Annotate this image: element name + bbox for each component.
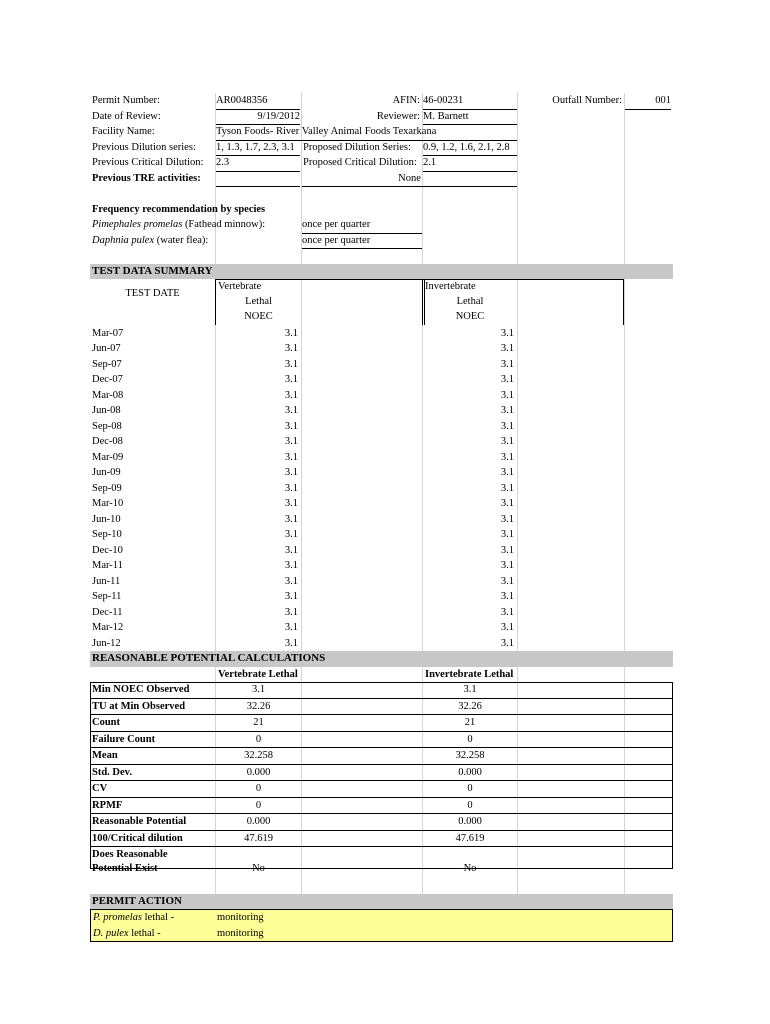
pimephales-species: Pimephales promelas bbox=[92, 219, 183, 230]
test-row bbox=[90, 512, 673, 528]
permit-number-row bbox=[90, 93, 673, 109]
prop-critical-label: Proposed Critical Dilution: bbox=[303, 157, 417, 168]
test-row bbox=[90, 589, 673, 605]
vert-header-2: Lethal bbox=[245, 296, 272, 307]
rp-exist-row bbox=[90, 846, 673, 878]
pimephales-frequency: once per quarter bbox=[302, 217, 422, 234]
frequency-title: Frequency recommendation by species bbox=[92, 203, 266, 215]
test-date: Sep-09 bbox=[92, 482, 122, 494]
invert-noec: 3.1 bbox=[500, 637, 514, 649]
test-row bbox=[90, 372, 673, 388]
test-row bbox=[90, 481, 673, 497]
test-date-label: TEST DATE bbox=[125, 288, 180, 299]
rp-rows bbox=[90, 682, 673, 846]
rp-invert-value: 3.1 bbox=[463, 684, 477, 695]
rp-invert-value: 0.000 bbox=[458, 766, 482, 778]
vert-noec: 3.1 bbox=[284, 436, 298, 447]
prev-critical-label: Previous Critical Dilution: bbox=[92, 157, 204, 168]
critical-row bbox=[90, 155, 673, 171]
daphnia-frequency: once per quarter bbox=[302, 233, 422, 250]
rp-vert-header: Vertebrate Lethal bbox=[218, 668, 298, 680]
rp-invert-value: 0.000 bbox=[458, 816, 482, 827]
vert-noec: 3.1 bbox=[284, 544, 298, 556]
facility-label: Facility Name: bbox=[92, 126, 155, 137]
rp-row bbox=[90, 780, 673, 797]
test-row bbox=[90, 605, 673, 621]
prev-dilution-label: Previous Dilution series: bbox=[92, 141, 196, 153]
rp-title: REASONABLE POTENTIAL CALCULATIONS bbox=[92, 652, 326, 664]
permit-action-species bbox=[93, 926, 161, 942]
vert-noec: 3.1 bbox=[284, 482, 298, 494]
tre-row bbox=[90, 171, 673, 187]
test-date: Jun-11 bbox=[92, 575, 121, 587]
test-row bbox=[90, 341, 673, 357]
vert-noec: 3.1 bbox=[284, 451, 298, 463]
vert-noec: 3.1 bbox=[284, 498, 298, 509]
test-date: Sep-10 bbox=[92, 529, 122, 540]
frequency-title-row bbox=[90, 202, 673, 218]
test-row bbox=[90, 558, 673, 574]
test-row bbox=[90, 574, 673, 590]
test-row bbox=[90, 636, 673, 652]
vert-noec: 3.1 bbox=[284, 374, 298, 385]
prev-tre-blank bbox=[216, 171, 300, 188]
test-row bbox=[90, 620, 673, 636]
invert-noec: 3.1 bbox=[500, 575, 514, 587]
rp-label: Count bbox=[92, 717, 121, 728]
rp-label: Reasonable Potential bbox=[92, 816, 187, 827]
pimephales-row bbox=[90, 217, 673, 233]
test-row bbox=[90, 496, 673, 512]
daphnia-label bbox=[92, 233, 208, 249]
rp-invert-value: 0 bbox=[467, 783, 473, 794]
rp-vert-value: 0.000 bbox=[246, 816, 271, 827]
vert-noec: 3.1 bbox=[284, 405, 298, 416]
date-row bbox=[90, 109, 673, 125]
daphnia-common: (water flea): bbox=[154, 234, 209, 246]
vert-noec: 3.1 bbox=[284, 389, 298, 401]
rp-label: 100/Critical dilution bbox=[92, 832, 183, 844]
test-data-rows bbox=[90, 326, 673, 652]
vert-noec: 3.1 bbox=[284, 560, 298, 571]
rp-row bbox=[90, 714, 673, 731]
pimephales-label bbox=[92, 217, 265, 233]
test-summary-band bbox=[90, 264, 673, 280]
species-name: P. promelas bbox=[93, 912, 143, 923]
rp-invert-value: 32.258 bbox=[455, 750, 485, 761]
test-date: Mar-09 bbox=[92, 451, 124, 463]
rp-invert-value: 21 bbox=[464, 717, 476, 728]
rp-label: Failure Count bbox=[92, 733, 156, 745]
facility-value: Tyson Foods- River Valley Animal Foods Texarkana bbox=[216, 124, 517, 141]
rp-row bbox=[90, 813, 673, 830]
vert-noec: 3.1 bbox=[284, 637, 298, 649]
rp-vert-value: 0 bbox=[255, 783, 262, 794]
rp-invert-value: 0 bbox=[467, 799, 473, 811]
permit-action-value: monitoring bbox=[217, 912, 264, 923]
rp-label: RPMF bbox=[92, 799, 123, 811]
test-row bbox=[90, 388, 673, 404]
vert-header-1: Vertebrate bbox=[218, 281, 262, 292]
invert-noec: 3.1 bbox=[500, 343, 514, 354]
test-row bbox=[90, 527, 673, 543]
test-date: Mar-07 bbox=[92, 327, 124, 339]
invert-noec: 3.1 bbox=[500, 560, 514, 571]
rp-header-row bbox=[90, 667, 673, 683]
reviewer-label: Reviewer: bbox=[376, 110, 420, 122]
test-date: Dec-07 bbox=[92, 374, 123, 385]
rp-vert-value: 32.26 bbox=[246, 700, 271, 712]
facility-row bbox=[90, 124, 673, 140]
prev-tre-value: None bbox=[302, 171, 517, 188]
spacer-row bbox=[90, 186, 673, 202]
invert-noec: 3.1 bbox=[500, 591, 514, 602]
invert-noec: 3.1 bbox=[500, 389, 514, 401]
test-date: Jun-09 bbox=[92, 467, 121, 478]
vert-noec: 3.1 bbox=[284, 467, 298, 478]
afin-value: 46-00231 bbox=[423, 93, 517, 110]
test-row bbox=[90, 419, 673, 435]
test-date: Jun-10 bbox=[92, 513, 121, 525]
test-date: Mar-10 bbox=[92, 498, 124, 509]
test-date: Jun-08 bbox=[92, 405, 121, 416]
rp-row bbox=[90, 747, 673, 764]
date-label: Date of Review: bbox=[92, 110, 161, 122]
daphnia-row bbox=[90, 233, 673, 249]
rp-exist-label-1: Does Reasonable bbox=[92, 849, 168, 860]
vert-noec: 3.1 bbox=[284, 513, 298, 525]
invert-noec: 3.1 bbox=[500, 358, 514, 370]
species-suffix: lethal - bbox=[142, 912, 175, 923]
rp-row bbox=[90, 797, 673, 814]
rp-vert-value: 0.000 bbox=[246, 766, 271, 778]
prev-critical-value: 2.3 bbox=[216, 155, 300, 172]
prop-critical-value: 2.1 bbox=[423, 155, 517, 172]
test-date: Jun-12 bbox=[92, 637, 121, 649]
test-row bbox=[90, 450, 673, 466]
pimephales-common: (Fathead minnow): bbox=[182, 219, 266, 230]
rp-exist-label-2: Potential Exist bbox=[92, 863, 158, 874]
rp-row bbox=[90, 682, 673, 698]
permit-action-row bbox=[91, 910, 672, 926]
invert-header-3: NOEC bbox=[455, 311, 485, 322]
invert-noec: 3.1 bbox=[500, 498, 514, 509]
test-row bbox=[90, 357, 673, 373]
test-date: Jun-07 bbox=[92, 343, 121, 354]
prev-dilution-value: 1, 1.3, 1.7, 2.3, 3.1 bbox=[216, 140, 300, 157]
vert-noec: 3.1 bbox=[284, 591, 298, 602]
test-date: Dec-10 bbox=[92, 544, 123, 556]
daphnia-species: Daphnia pulex bbox=[92, 234, 155, 246]
test-date: Dec-08 bbox=[92, 436, 123, 447]
test-date: Dec-11 bbox=[92, 606, 123, 618]
invert-noec: 3.1 bbox=[500, 467, 514, 478]
rp-vert-value: 0 bbox=[255, 799, 262, 811]
reviewer-value: M. Barnett bbox=[423, 109, 517, 126]
invert-noec: 3.1 bbox=[500, 374, 514, 385]
dilution-row bbox=[90, 140, 673, 156]
permit-action-value: monitoring bbox=[217, 927, 264, 939]
vert-noec: 3.1 bbox=[284, 343, 298, 354]
rp-row bbox=[90, 764, 673, 781]
invert-header-1: Invertebrate bbox=[425, 281, 476, 292]
rp-label: Std. Dev. bbox=[92, 766, 132, 778]
rp-table bbox=[90, 682, 673, 878]
date-value: 9/19/2012 bbox=[216, 109, 300, 126]
permit-action-species bbox=[93, 910, 174, 926]
rp-vert-value: 3.1 bbox=[251, 684, 266, 695]
species-name: D. pulex bbox=[93, 927, 129, 939]
invert-noec: 3.1 bbox=[500, 436, 514, 447]
afin-label: AFIN: bbox=[392, 95, 420, 106]
rp-row bbox=[90, 731, 673, 748]
test-summary-header bbox=[90, 279, 673, 326]
rp-invert-value: 47.619 bbox=[455, 832, 485, 844]
permit-action-row bbox=[91, 926, 672, 942]
outfall-value: 001 bbox=[625, 93, 671, 110]
test-date: Mar-12 bbox=[92, 622, 124, 633]
prev-tre-label: Previous TRE activities: bbox=[92, 172, 201, 184]
rp-vert-value: 0 bbox=[255, 733, 262, 745]
rp-exist-vert: No bbox=[252, 863, 265, 874]
rp-label: TU at Min Observed bbox=[92, 700, 186, 712]
prop-dilution-value: 0.9, 1.2, 1.6, 2.1, 2.8 bbox=[423, 140, 517, 157]
outfall-label: Outfall Number: bbox=[552, 95, 622, 106]
invert-header-2: Lethal bbox=[456, 296, 484, 307]
vert-noec: 3.1 bbox=[284, 606, 298, 618]
invert-noec: 3.1 bbox=[500, 451, 514, 463]
vert-noec: 3.1 bbox=[284, 358, 298, 370]
invert-noec: 3.1 bbox=[500, 420, 514, 432]
vert-noec: 3.1 bbox=[284, 575, 298, 587]
prop-dilution-label: Proposed Dilution Series: bbox=[303, 141, 411, 153]
vert-header-3: NOEC bbox=[244, 311, 273, 322]
permit-action-band bbox=[90, 894, 673, 910]
vert-noec: 3.1 bbox=[284, 622, 298, 633]
rp-vert-value: 47.619 bbox=[244, 832, 273, 844]
test-summary-title: TEST DATA SUMMARY bbox=[92, 264, 213, 277]
rp-row bbox=[90, 698, 673, 715]
permit-number-value: AR0048356 bbox=[216, 93, 300, 110]
permit-action-table bbox=[90, 909, 673, 942]
invert-noec: 3.1 bbox=[500, 622, 514, 633]
test-row bbox=[90, 465, 673, 481]
test-date: Mar-11 bbox=[92, 560, 123, 571]
spacer-row bbox=[90, 248, 673, 264]
rp-exist-invert: No bbox=[463, 863, 477, 874]
rp-label: CV bbox=[92, 783, 108, 794]
invert-noec: 3.1 bbox=[500, 482, 514, 494]
species-suffix: lethal - bbox=[128, 927, 161, 939]
test-date: Mar-08 bbox=[92, 389, 124, 401]
rp-vert-value: 32.258 bbox=[244, 750, 273, 761]
test-row bbox=[90, 434, 673, 450]
invert-noec: 3.1 bbox=[500, 606, 514, 618]
rp-invert-header: Invertebrate Lethal bbox=[425, 668, 514, 680]
invert-noec: 3.1 bbox=[500, 405, 514, 416]
test-date: Sep-07 bbox=[92, 358, 122, 370]
vert-noec: 3.1 bbox=[284, 420, 298, 432]
spacer-row bbox=[90, 878, 673, 894]
spreadsheet bbox=[90, 93, 673, 942]
invert-noec: 3.1 bbox=[500, 544, 514, 556]
invert-noec: 3.1 bbox=[500, 513, 514, 525]
rp-row bbox=[90, 830, 673, 847]
vert-noec: 3.1 bbox=[284, 529, 298, 540]
vert-noec: 3.1 bbox=[284, 327, 298, 339]
permit-number-label: Permit Number: bbox=[92, 95, 160, 106]
rp-label: Mean bbox=[92, 750, 118, 761]
rp-vert-value: 21 bbox=[253, 717, 264, 728]
test-date: Sep-08 bbox=[92, 420, 122, 432]
invert-noec: 3.1 bbox=[500, 327, 514, 339]
rp-label: Min NOEC Observed bbox=[92, 684, 190, 695]
test-row bbox=[90, 326, 673, 342]
invert-noec: 3.1 bbox=[500, 529, 514, 540]
test-row bbox=[90, 403, 673, 419]
rp-invert-value: 0 bbox=[467, 733, 473, 745]
rp-band bbox=[90, 651, 673, 667]
rp-invert-value: 32.26 bbox=[458, 700, 482, 712]
test-date: Sep-11 bbox=[92, 591, 122, 602]
test-row bbox=[90, 543, 673, 559]
permit-action-title: PERMIT ACTION bbox=[92, 894, 182, 907]
